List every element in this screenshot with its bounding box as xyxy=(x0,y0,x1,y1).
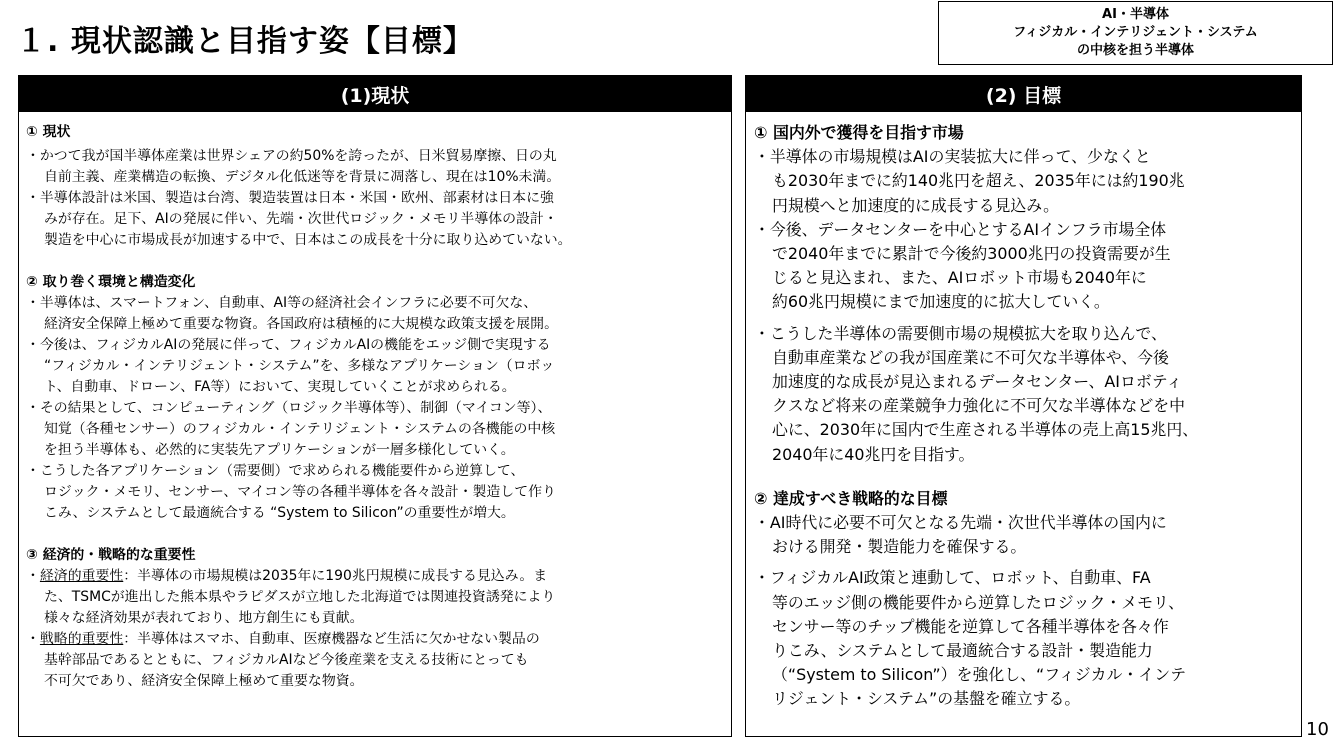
text-line: 経済安全保障上極めて重要な物資。各国政府は積極的に大規模な政策支援を展開。 xyxy=(44,316,558,332)
text-line: 様々な経済効果が表れており、地方創生にも貢献。 xyxy=(44,610,364,626)
bullet-paragraph xyxy=(26,629,731,692)
text-line: ・フィジカルAI政策と連動して、ロボット、自動車、FA xyxy=(754,568,1151,588)
text-fragment: ：半導体はスマホ、自動車、医療機器など生活に欠かせない製品の xyxy=(123,631,540,647)
panel-body xyxy=(746,112,1301,712)
tag-line: AI・半導体 xyxy=(1102,7,1169,22)
section-heading: ① 現状 xyxy=(26,124,71,140)
bullet-paragraph xyxy=(26,461,731,524)
text-line: 加速度的な成長が見込まれるデータセンター、AIロボティ xyxy=(772,372,1183,392)
text-line: クスなど将来の産業競争力強化に不可欠な半導体などを中 xyxy=(772,396,1185,416)
text-line: ・その結果として、コンピューティング（ロジック半導体等）、制御（マイコン等）、 xyxy=(26,400,552,416)
text-line: 製造を中心に市場成長が加速する中で、日本はこの成長を十分に取り込めていない。 xyxy=(44,232,572,248)
text-line: “フィジカル・インテリジェント・システム”を、多様なアプリケーション（ロボッ xyxy=(44,358,555,374)
text-line: 等のエッジ側の機能要件から逆算したロジック・メモリ、 xyxy=(772,592,1185,612)
text-line: 自動車産業などの我が国産業に不可欠な半導体や、今後 xyxy=(772,347,1169,367)
text-line: ・経済的重要性：半導体の市場規模は2035年に190兆円規模に成長する見込み。ま xyxy=(26,568,548,584)
text-line: ロジック・メモリ、センサー、マイコン等の各種半導体を各々設計・製造して作り xyxy=(44,484,556,500)
section-heading: ② 達成すべき戦略的な目標 xyxy=(754,488,948,508)
bullet-paragraph xyxy=(26,293,731,335)
text-line: ト、自動車、ドローン、FA等）において、実現していくことが求められる。 xyxy=(44,379,516,395)
text-line: みが存在。足下、AIの発展に伴い、先端・次世代ロジック・メモリ半導体の設計・ xyxy=(44,211,558,227)
text-line: ・こうした各アプリケーション（需要側）で求められる機能要件から逆算して、 xyxy=(26,463,525,479)
category-tag-box xyxy=(938,1,1333,65)
current-status-panel xyxy=(18,75,732,737)
underlined-term: 戦略的重要性 xyxy=(39,631,124,647)
goal-panel xyxy=(745,75,1302,737)
text-line: リジェント・システム”の基盤を確立する。 xyxy=(772,689,1081,709)
text-line: も2030年までに約140兆円を超え、2035年には約190兆 xyxy=(772,171,1185,191)
section-heading: ① 国内外で獲得を目指す市場 xyxy=(754,123,964,142)
text-line: た、TSMCが進出した熊本県やラピダスが立地した北海道では関連投資誘発により xyxy=(44,589,556,605)
page-title: １. 現状認識と目指す姿【目標】 xyxy=(16,24,474,59)
text-fragment: ：半導体の市場規模は2035年に190兆円規模に成長する見込み。ま xyxy=(123,568,548,584)
text-line: ・半導体設計は米国、製造は台湾、製造装置は日本・米国・欧州、部素材は日本に強 xyxy=(26,190,554,206)
bullet-paragraph xyxy=(26,566,731,629)
section-heading: ③ 経済的・戦略的な重要性 xyxy=(26,547,196,563)
text-line: りこみ、システムとして最適統合する設計・製造能力 xyxy=(772,641,1153,661)
bullet-paragraph xyxy=(754,145,1301,218)
text-line: ・戦略的重要性：半導体はスマホ、自動車、医療機器など生活に欠かせない製品の xyxy=(26,631,540,647)
text-line: で2040年までに累計で今後約3000兆円の投資需要が生 xyxy=(772,244,1171,264)
underlined-term: 経済的重要性 xyxy=(39,568,124,584)
bullet-paragraph xyxy=(754,566,1301,711)
text-line: 2040年に40兆円を目指す。 xyxy=(772,444,975,464)
text-line: を担う半導体も、必然的に実装先アプリケーションが一層多様化していく。 xyxy=(44,442,515,458)
bullet-paragraph xyxy=(754,218,1301,315)
text-line: ・AI時代に必要不可欠となる先端・次世代半導体の国内に xyxy=(754,513,1167,533)
text-line: 知覚（各種センサー）のフィジカル・インテリジェント・システムの各機能の中核 xyxy=(44,421,556,437)
panel-body xyxy=(19,112,731,692)
text-line: 円規模へと加速度的に成長する見込み。 xyxy=(772,195,1059,215)
tag-line: フィジカル・インテリジェント・システム xyxy=(1013,25,1258,40)
text-line: （“System to Silicon”）を強化し、“フィジカル・インテ xyxy=(772,665,1186,685)
bullet-paragraph xyxy=(754,511,1301,559)
text-line: センサー等のチップ機能を逆算して各種半導体を各々作 xyxy=(772,616,1169,636)
panel-header: (2) 目標 xyxy=(746,76,1301,112)
text-line: ・今後は、フィジカルAIの発展に伴って、フィジカルAIの機能をエッジ側で実現する xyxy=(26,337,551,353)
bullet-paragraph xyxy=(26,188,731,251)
text-line: ・半導体の市場規模はAIの実装拡大に伴って、少なくと xyxy=(754,147,1151,167)
text-line: 約60兆円規模にまで加速度的に拡大していく。 xyxy=(772,292,1110,312)
text-line: ・今後、データセンターを中心とするAIインフラ市場全体 xyxy=(754,219,1167,239)
text-line: 自前主義、産業構造の転換、デジタル化低迷等を背景に凋落し、現在は10%未満。 xyxy=(44,169,561,185)
text-line: おける開発・製造能力を確保する。 xyxy=(772,537,1027,557)
panel-header: (1)現状 xyxy=(19,76,731,112)
text-line: こみ、システムとして最適統合する “System to Silicon”の重要性が増大。 xyxy=(44,505,515,521)
bullet-paragraph xyxy=(26,398,731,461)
section-heading: ② 取り巻く環境と構造変化 xyxy=(26,274,196,290)
tag-line: の中核を担う半導体 xyxy=(1076,43,1194,58)
bullet-paragraph xyxy=(26,146,731,188)
page-number: 10 xyxy=(1306,719,1329,740)
text-line: ・かつて我が国半導体産業は世界シェアの約50%を誇ったが、日米貿易摩擦、日の丸 xyxy=(26,148,557,164)
bullet-paragraph xyxy=(26,335,731,398)
text-line: ・半導体は、スマートフォン、自動車、AI等の経済社会インフラに必要不可欠な、 xyxy=(26,295,538,311)
text-line: 基幹部品であるとともに、フィジカルAIなど今後産業を支える技術にとっても xyxy=(44,652,529,668)
bullet-paragraph xyxy=(754,322,1301,467)
text-line: 心に、2030年に国内で生産される半導体の売上高15兆円、 xyxy=(772,420,1199,440)
text-line: 不可欠であり、経済安全保障上極めて重要な物資。 xyxy=(44,673,364,689)
text-line: ・こうした半導体の需要側市場の規模拡大を取り込んで、 xyxy=(754,323,1167,343)
text-line: じると見込まれ、また、AIロボット市場も2040年に xyxy=(772,268,1147,288)
